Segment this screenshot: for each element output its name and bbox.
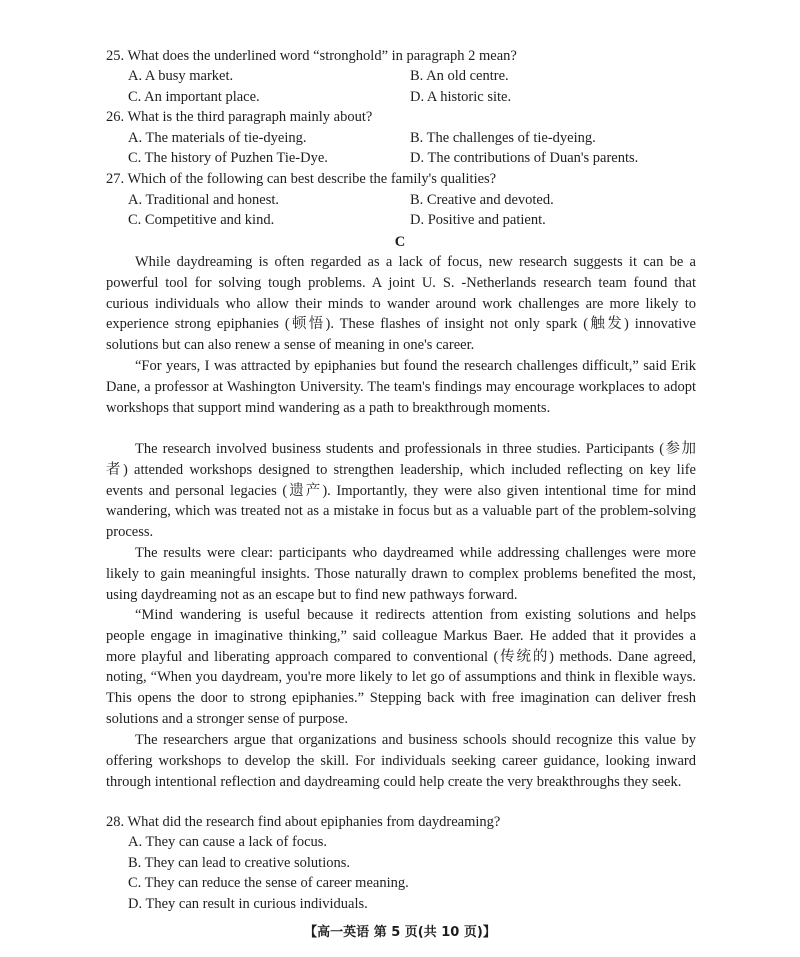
question-28-option-c: C. They can reduce the sense of career meaning. <box>128 875 409 891</box>
question-27-stem: 27. Which of the following can best describe the family's qualities? <box>106 171 497 187</box>
question-26-stem: 26. What is the third paragraph mainly about? <box>106 109 373 125</box>
question-27-option-a: A. Traditional and honest. <box>128 192 280 208</box>
page-footer: 【高一英语 第 5 页(共 10 页)】 <box>304 925 496 940</box>
question-27-option-d: D. Positive and patient. <box>410 212 546 228</box>
passage-paragraph-4: The results were clear: participants who daydreamed while addressing challenges were more likely to gain meaningful insights. Those naturally drawn to complex problems benefited the most, using daydreaming not as an escape but to find new pathways forward. <box>106 545 696 603</box>
passage-paragraph-6: The researchers argue that organizations and business schools should recognize this value by offering workshops to develop the skill. For individuals seeking career guidance, looking inward through intentional reflection and daydreaming could help create the very breakthroughs they seek. <box>106 732 696 790</box>
question-25-option-d: D. A historic site. <box>410 89 512 105</box>
section-label: C <box>394 234 406 250</box>
passage-paragraph-2: “For years, I was attracted by epiphanies but found the research challenges difficult,” said Erik Dane, a professor at Washington University. The team's findings may encourage workplaces to adopt workshops that support mind wandering as a path to breakthrough moments. <box>106 358 696 416</box>
question-27-option-c: C. Competitive and kind. <box>128 212 275 228</box>
question-26-option-a: A. The materials of tie-dyeing. <box>128 130 307 146</box>
question-25-option-b: B. An old centre. <box>410 68 509 84</box>
question-28-option-a: A. They can cause a lack of focus. <box>128 834 328 850</box>
passage-paragraph-1: While daydreaming is often regarded as a lack of focus, new research suggests it can be a powerful tool for solving tough problems. A joint U. S. -Netherlands research team found that curious individuals who allow their minds to wander around work challenges are more likely to experience strong epiphanies (顿悟). These flashes of insight not only spark (触发) innovative solutions but can also renew a sense of meaning in one's career. <box>106 254 696 354</box>
question-26-option-d: D. The contributions of Duan's parents. <box>410 150 639 166</box>
passage-paragraph-5: “Mind wandering is useful because it redirects attention from existing solutions and helps people engage in imaginative thinking,” said colleague Markus Baer. He added that it provides a more playful and liberating approach compared to conventional (传统的) methods. Dane agreed, noting, “When you daydream, you're more likely to let go of assumptions and think in flexible ways. This opens the door to strong epiphanies.” Stepping back with free imagination can deliver fresh solutions and a stronger sense of purpose. <box>106 607 696 727</box>
question-25-option-c: C. An important place. <box>128 89 260 105</box>
question-26-option-c: C. The history of Puzhen Tie-Dye. <box>128 150 328 166</box>
question-28-option-d: D. They can result in curious individuals. <box>128 896 368 912</box>
passage-paragraph-3: The research involved business students and professionals in three studies. Participants (参加者) attended workshops designed to strengthen leadership, which included reflecting on key life events and personal legacies (遗产). Importantly, they were also given intentional time for mind wandering, which was treated not as a mistake in focus but as a valuable part of the problem-solving process. <box>106 441 696 541</box>
question-25-option-a: A. A busy market. <box>128 68 234 84</box>
question-28-option-b: B. They can lead to creative solutions. <box>128 855 351 871</box>
question-26-option-b: B. The challenges of tie-dyeing. <box>410 130 596 146</box>
question-28-stem: 28. What did the research find about epiphanies from daydreaming? <box>106 814 501 830</box>
question-25-stem: 25. What does the underlined word “stronghold” in paragraph 2 mean? <box>106 48 517 64</box>
question-27-option-b: B. Creative and devoted. <box>410 192 554 208</box>
